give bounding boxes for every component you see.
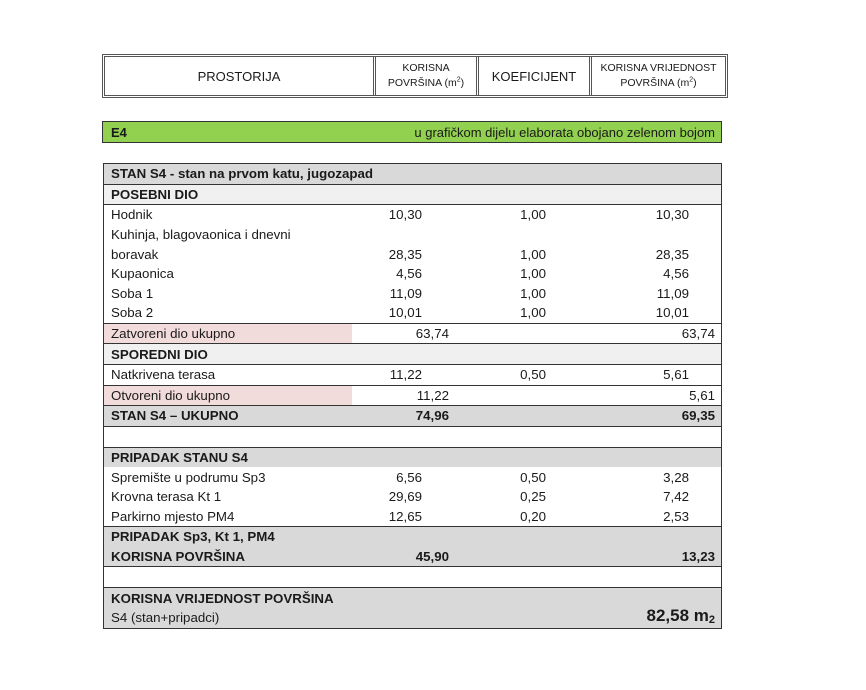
otvoreni-total-row: Otvoreni dio ukupno 11,22 5,61 (104, 385, 721, 406)
table-row: Soba 2 10,01 1,00 10,01 (111, 305, 689, 321)
header-prostorija: PROSTORIJA (197, 68, 281, 84)
spacer-row (104, 566, 721, 587)
sporedni-dio-row: SPOREDNI DIO (104, 343, 721, 364)
stan-title-row (104, 164, 721, 184)
unit-note: u grafičkom dijelu elaborata obojano zelenom bojom (414, 124, 715, 140)
table-row: Soba 1 11,09 1,00 11,09 (111, 285, 689, 301)
stan-title: STAN S4 - stan na prvom katu, jugozapad (111, 166, 374, 182)
final-total-row: KORISNA VRIJEDNOST POVRŠINA S4 (stan+pripadci) 82,58 m $_2$ (104, 587, 721, 628)
stan-total-row: STAN S4 – UKUPNO 74,96 69,35 (104, 405, 721, 426)
unit-code: E4 (111, 124, 127, 140)
header-koeficijent: KOEFICIJENT (476, 57, 589, 95)
table-row: Natkrivena terasa 11,22 0,50 5,61 (104, 364, 721, 385)
pripadak-total-row: PRIPADAK Sp3, Kt 1, PM4 KORISNA POVRŠINA 45,90 13,23 (104, 526, 721, 566)
posebni-dio-row: POSEBNI DIO (104, 184, 721, 205)
column-header (102, 54, 728, 98)
pripadak-title-row: PRIPADAK STANU S4 (104, 447, 721, 468)
table-row: Kupaonica 4,56 1,00 4,56 (111, 266, 689, 282)
table-row: boravak 28,35 1,00 28,35 (111, 246, 689, 262)
spacer-row (104, 426, 721, 447)
table-row: Parkirno mjesto PM4 12,65 0,20 2,53 (111, 508, 689, 524)
final-value: 82,58 m $_2$ (646, 606, 715, 627)
unit-bar (102, 121, 722, 143)
table-row: Hodnik 10,30 1,00 10,30 (104, 204, 721, 225)
area-table (103, 163, 722, 629)
table-row: Kuhinja, blagovaonica i dnevni (111, 227, 291, 243)
zatvoreni-total-row: Zatvoreni dio ukupno 63,74 63,74 (104, 323, 721, 344)
header-korisna-povrsina: KORISNA POVRŠINA $(m^2)$ (373, 57, 476, 95)
table-row: Krovna terasa Kt 1 29,69 0,25 7,42 (111, 489, 689, 505)
table-row: Spremište u podrumu Sp3 6,56 0,50 3,28 (111, 469, 689, 485)
header-korisna-vrijednost: KORISNA VRIJEDNOST POVRŠINA $(m^2)$ (589, 57, 725, 95)
